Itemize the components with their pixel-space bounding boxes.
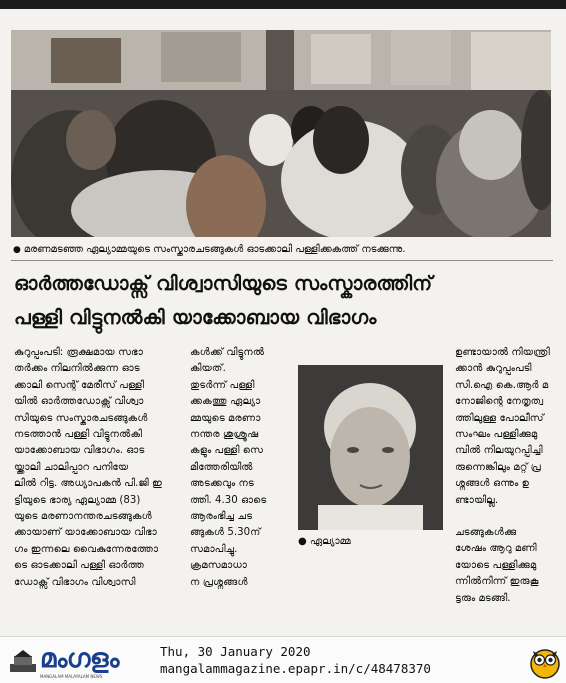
emblem-icon	[8, 650, 38, 674]
text-line: നടത്താൻ പള്ളി വിട്ടുനൽകി	[14, 429, 142, 441]
text-line: തുടർന്ന് പള്ളി	[190, 379, 255, 391]
text-line: ശ്നങ്ങൾ ഒന്നും ഉ	[455, 478, 529, 490]
text-line: നോജിന്റെ നേതൃത്വ	[455, 396, 544, 408]
text-line: ക്കായാണ് യാക്കോബായ വിഭാ	[14, 527, 157, 539]
article-column-1	[14, 345, 162, 591]
text-line: ഗം ഇന്നലെ വൈകുന്നേരത്തോ	[14, 543, 159, 555]
text-line: ക്കകത്തു ഏല്യാ	[190, 396, 261, 408]
text-line: സംഘം പള്ളിക്കുമു	[455, 429, 538, 441]
portrait-caption: ● ഏല്യാമ്മ	[298, 536, 351, 547]
text-line: ടെ ഓടക്കാലി പള്ളി ഓർത്ത	[14, 560, 145, 572]
text-line: രുന്നെങ്കിലും മറ്റ് പ്ര	[455, 461, 541, 473]
text-line: ഉണ്ടായാൽ നിയന്ത്രി	[455, 347, 550, 358]
text-line: ണ്ടായില്ല.	[455, 494, 499, 506]
owl-icon[interactable]	[529, 645, 561, 679]
text-line: ട്ടരും മടങ്ങി.	[455, 592, 511, 604]
headline-line-2: പള്ളി വിട്ടുനൽകി യാക്കോബായ വിഭാഗം	[14, 306, 377, 329]
edition-date: Thu, 30 January 2020	[160, 644, 311, 659]
text-line: തർക്കം നിലനിൽക്കുന്ന ഓട	[14, 363, 140, 375]
text-line: ന്നിൽനിന്ന് ഇരുകൂ	[455, 576, 539, 588]
text-line: ആരംഭിച്ച ചട	[190, 511, 253, 523]
text-line: കൾക്ക് വിട്ടുനൽ	[190, 347, 265, 358]
portrait-photo	[298, 365, 443, 530]
top-border	[0, 0, 566, 9]
text-line: ത്തി. 4.30 ഓടെ	[190, 494, 267, 506]
text-line: നന്തര ശുശ്രൂഷ	[190, 429, 259, 441]
bullet-icon: ●	[298, 536, 310, 547]
text-line: യാക്കോബായ വിഭാഗം. ഓട	[14, 445, 145, 457]
text-line: ക്കാലി സെന്റ് മേരീസ് പള്ളി	[14, 379, 145, 391]
text-line: കിയത്.	[190, 363, 226, 375]
text-line: ട്ടിയുടെ ഭാര്യ ഏല്യാമ്മ (83)	[14, 494, 141, 506]
text-line: മ്മയുടെ മരണാ	[190, 412, 261, 424]
text-line: ക്കാൻ കുറുപ്പംപടി	[455, 363, 532, 375]
divider	[11, 260, 553, 261]
logo-tagline: MANGALAM MALAYALAM NEWS	[40, 674, 103, 679]
text-line: യുടെ മരണാനന്തരചടങ്ങുകൾ	[14, 511, 152, 523]
text-line: ത്തിലുള്ള പോലീസ്	[455, 412, 544, 424]
text-line: കുറുപ്പംപടി: രൂക്ഷമായ സഭാ	[14, 347, 143, 358]
text-line: യിൽ ഓർത്തഡോക്സ് വിശ്വാ	[14, 396, 144, 408]
text-line: മിത്തേരിയിൽ	[190, 461, 253, 473]
text-line: യോടെ പള്ളിക്കുമു	[455, 559, 537, 571]
text-line: യ്ക്കാലി ചാലിപ്പാറ പനിയേ	[14, 461, 129, 473]
photo-caption: ● മരണമടഞ്ഞ ഏല്യാമ്മയുടെ സംസ്കാരചടങ്ങുകൾ ഓടക്കാലി പള്ളിക്കകത്ത് നടക്കുന്നു.	[13, 244, 406, 255]
bullet-icon: ●	[13, 245, 21, 255]
text-line: സിയുടെ സംസ്കാരചടങ്ങുകൾ	[14, 412, 148, 424]
article-column-2	[190, 345, 285, 591]
text-line: ലിൽ റിട്ട. അധ്യാപകൻ പി.ജി ഇ	[14, 478, 162, 490]
article-column-3	[455, 345, 555, 607]
epaper-url[interactable]: mangalammagazine.epapr.in/c/48478370	[160, 661, 431, 676]
text-line: ക്രമസമാധാ	[190, 560, 247, 572]
text-line: സമാപിച്ചു.	[190, 543, 238, 555]
text-line: ശേഷം ആറു മണി	[455, 543, 537, 555]
text-line: ന പ്രശ്നങ്ങൾ	[190, 576, 248, 588]
text-line: ഡോക്സ് വിഭാഗം വിശ്വാസി	[14, 576, 136, 588]
text-line: ങ്ങുകൾ 5.30ന്	[190, 527, 261, 539]
text-line: ചടങ്ങുകൾക്കു	[455, 527, 517, 539]
text-line: മ്പിൽ നിലയുറപ്പിച്ചി	[455, 445, 543, 457]
funeral-photo	[11, 30, 551, 237]
text-line: അടക്കവും നട	[190, 478, 254, 490]
headline-line-1: ഓർത്തഡോക്സ് വിശ്വാസിയുടെ സംസ്കാരത്തിന്	[14, 272, 433, 295]
text-line: സി.ഐ കെ.ആർ മ	[455, 379, 549, 391]
text-line: കളും പള്ളി സെ	[190, 445, 264, 457]
publication-logo[interactable]: മംഗളം	[40, 644, 119, 674]
